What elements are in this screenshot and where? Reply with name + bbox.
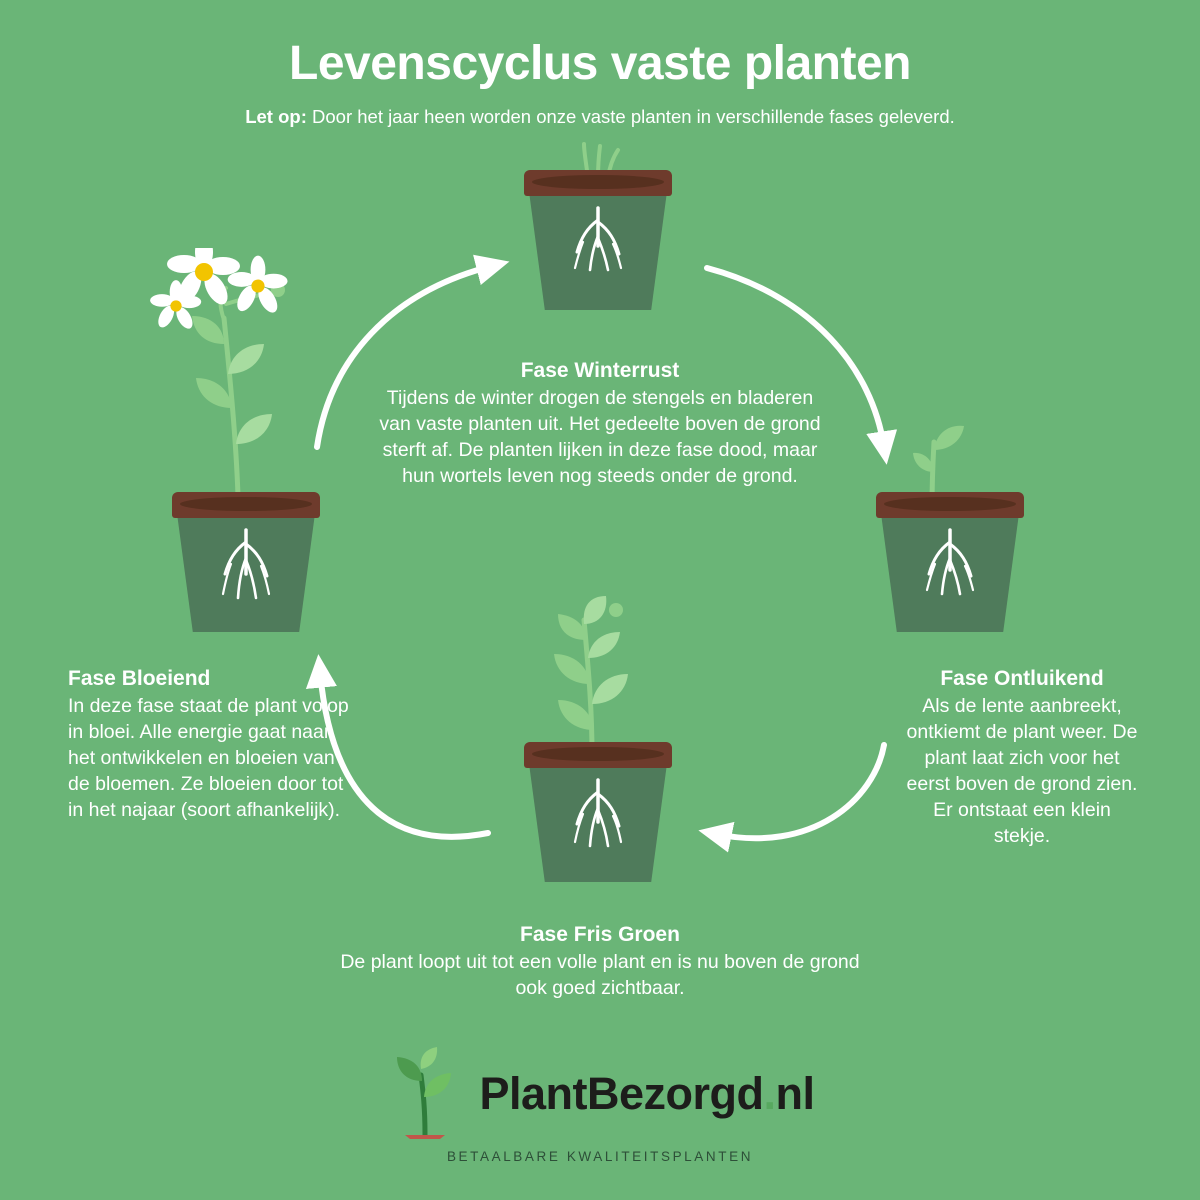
brand-logo <box>0 1047 1200 1139</box>
phase-ontluikend-text: Als de lente aanbreekt, ontkiemt de plant weer. De plant laat zich voor het eerst boven de grond zien. Er ontstaat een klein stekje. <box>906 695 1138 847</box>
leafy-plant-icon <box>506 596 696 756</box>
plant-fris-groen <box>528 742 668 882</box>
pot-icon <box>880 492 1020 632</box>
phase-bloeiend-title: Fase Bloeiend <box>68 667 211 690</box>
brand-wordmark <box>479 1067 815 1119</box>
phase-bloeiend-text: In deze fase staat de plant volop in bloei. Alle energie gaat naar het ontwikkelen en bloeien van de bloemen. Ze bloeien door tot in het najaar (soort afhankelijk). <box>68 695 349 821</box>
phase-bloeiend <box>68 666 356 824</box>
plant-winterrust <box>528 170 668 310</box>
page-title: Levenscyclus vaste planten <box>289 37 911 90</box>
phase-ontluikend-title: Fase Ontluikend <box>940 667 1104 690</box>
header <box>0 38 1200 129</box>
arrow-ontluikend-to-frisgroen <box>716 745 884 838</box>
brand-tld: nl <box>775 1067 815 1119</box>
logo-plant-icon <box>385 1047 463 1139</box>
roots-icon <box>553 778 643 868</box>
plant-bloeiend <box>176 492 316 632</box>
header-note-text: Door het jaar heen worden onze vaste planten in verschillende fases geleverd. <box>306 105 955 127</box>
phase-fris-groen-title: Fase Fris Groen <box>520 923 680 946</box>
phase-winterrust-text: Tijdens de winter drogen de stengels en bladeren van vaste planten uit. Het gedeelte boven de grond sterft af. De planten lijken in deze fase dood, maar hun wortels leven nog steeds onder de grond. <box>379 387 821 488</box>
plant-ontluikend <box>880 492 1020 632</box>
brand-dot: . <box>763 1067 776 1119</box>
phase-fris-groen-text: De plant loopt uit tot een volle plant en is nu boven de grond ook goed zichtbaar. <box>340 951 860 1000</box>
phase-ontluikend <box>906 666 1138 850</box>
brand-part2: Bezorgd <box>587 1067 764 1119</box>
phase-winterrust-title: Fase Winterrust <box>520 359 680 382</box>
pot-icon <box>528 742 668 882</box>
flowering-plant-icon <box>150 248 350 498</box>
header-note <box>0 105 1200 129</box>
header-note-lead: Let op: <box>245 105 307 127</box>
brand-tagline: BETAALBARE KWALITEITSPLANTEN <box>446 1149 754 1164</box>
pot-icon <box>176 492 316 632</box>
roots-icon <box>905 528 995 618</box>
roots-icon <box>201 528 291 618</box>
roots-icon <box>553 206 643 296</box>
brand-part1: Plant <box>479 1067 587 1119</box>
phase-fris-groen <box>330 922 870 1002</box>
pot-icon <box>528 170 668 310</box>
footer <box>0 1047 1200 1164</box>
phase-winterrust <box>378 358 822 490</box>
